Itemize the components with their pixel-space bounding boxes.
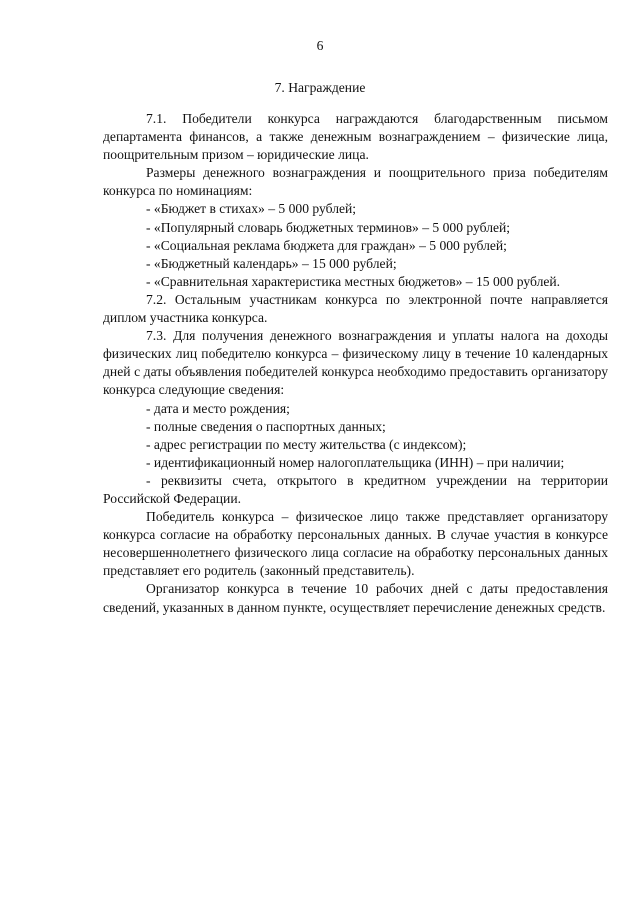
list-item: - полные сведения о паспортных данных; bbox=[146, 418, 386, 434]
list-item: - дата и место рождения; bbox=[146, 400, 290, 416]
list-item: - «Социальная реклама бюджета для граждан» – 5 000 рублей; bbox=[146, 237, 507, 253]
list-item: - реквизиты счета, открытого в кредитном учреждении на территории Российской Федерации. bbox=[103, 472, 608, 506]
list-item: - «Популярный словарь бюджетных терминов» – 5 000 рублей; bbox=[146, 219, 511, 235]
list-item: - «Сравнительная характеристика местных бюджетов» – 15 000 рублей. bbox=[146, 273, 561, 289]
list-item: - идентификационный номер налогоплательщика (ИНН) – при наличии; bbox=[146, 454, 565, 470]
paragraph-award-sizes: Размеры денежного вознаграждения и поощрительного приза победителям конкурса по номинациям: bbox=[103, 165, 608, 199]
requirements-list bbox=[103, 400, 608, 509]
list-item: - «Бюджет в стихах» – 5 000 рублей; bbox=[146, 201, 357, 217]
paragraph-7-1: 7.1. Победители конкурса награждаются благодарственным письмом департамента финансов, а также денежным вознаграждением – физические лица, поощрительным призом – юридические лица. bbox=[103, 111, 608, 163]
document-body bbox=[103, 110, 608, 617]
paragraph-payment: Организатор конкурса в течение 10 рабочих дней с даты предоставления сведений, указанных в данном пункте, осуществляет перечисление денежных средств. bbox=[103, 581, 608, 615]
paragraph-7-3: 7.3. Для получения денежного вознаграждения и уплаты налога на доходы физических лиц победителю конкурса – физическому лицу в течение 10 календарных дней с даты объявления победителей конкурса необходимо предоставить организатору конкурса следующие сведения: bbox=[103, 328, 608, 398]
paragraph-consent: Победитель конкурса – физическое лицо также представляет организатору конкурса согласие на обработку персональных данных. В случае участия в конкурсе несовершеннолетнего физического лица согласие на обработку персональных данных представляет его родитель (законный представитель). bbox=[103, 509, 608, 579]
page-number: 6 bbox=[316, 38, 324, 53]
list-item: - адрес регистрации по месту жительства (с индексом); bbox=[146, 436, 467, 452]
section-title: 7. Награждение bbox=[274, 80, 366, 95]
paragraph-7-2: 7.2. Остальным участникам конкурса по электронной почте направляется диплом участника конкурса. bbox=[103, 291, 608, 326]
award-list bbox=[103, 200, 608, 290]
list-item: - «Бюджетный календарь» – 15 000 рублей; bbox=[146, 255, 397, 271]
